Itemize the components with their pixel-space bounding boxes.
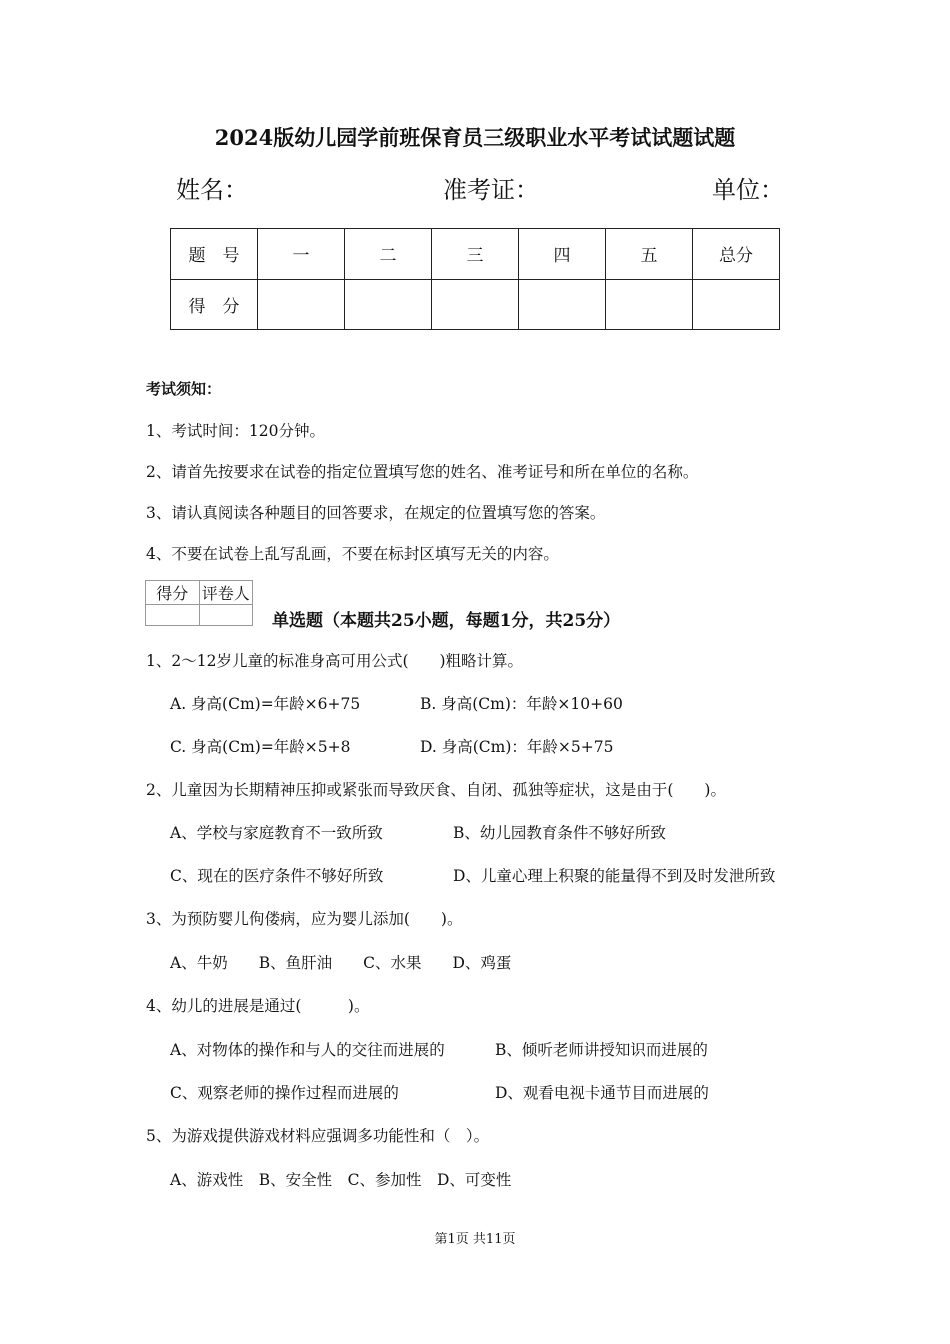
options-line: A、游戏性 B、安全性 C、参加性 D、可变性 (170, 1171, 512, 1189)
option-b: B、倾听老师讲授知识而进展的 (495, 1041, 708, 1059)
grader-box (145, 580, 253, 626)
grader-name-label: 评卷人 (199, 581, 253, 605)
score-entry-cell[interactable] (258, 279, 345, 330)
option-d: D、儿童心理上积聚的能量得不到及时发泄所致 (453, 867, 776, 885)
score-header-cell: 题 号 (171, 229, 258, 280)
question-text: 2、儿童因为长期精神压抑或紧张而导致厌食、自闭、孤独等症状，这是由于( )。 (146, 781, 726, 799)
exam-id-field-label: 准考证： (443, 176, 539, 204)
score-header-cell: 总分 (693, 229, 780, 280)
question-text: 1、2～12岁儿童的标准身高可用公式( )粗略计算。 (146, 652, 524, 670)
unit-field-label: 单位： (712, 176, 784, 204)
option-d: D. 身高(Cm)：年龄×5+75 (420, 738, 614, 756)
option-a: A、学校与家庭教育不一致所致 (170, 824, 383, 842)
section-title: 单选题（本题共25小题，每题1分，共25分） (272, 611, 621, 631)
option-a: A、对物体的操作和与人的交往而进展的 (170, 1041, 445, 1059)
notes-item: 4、不要在试卷上乱写乱画，不要在标封区填写无关的内容。 (146, 545, 559, 563)
score-header-cell: 一 (258, 229, 345, 280)
option-c: C、观察老师的操作过程而进展的 (170, 1084, 399, 1102)
notes-item: 1、考试时间：120分钟。 (146, 422, 325, 440)
score-header-cell: 三 (432, 229, 519, 280)
score-entry-cell[interactable] (519, 279, 606, 330)
option-c: C、现在的医疗条件不够好所致 (170, 867, 384, 885)
score-entry-cell[interactable] (693, 279, 780, 330)
option-b: B. 身高(Cm)：年龄×10+60 (420, 695, 623, 713)
score-entry-cell[interactable] (345, 279, 432, 330)
score-entry-cell[interactable] (606, 279, 693, 330)
options-line: A、牛奶 B、鱼肝油 C、水果 D、鸡蛋 (170, 954, 512, 972)
question-text: 4、幼儿的进展是通过( )。 (146, 997, 370, 1015)
notes-item: 3、请认真阅读各种题目的回答要求，在规定的位置填写您的答案。 (146, 504, 606, 522)
grader-score-label: 得分 (146, 581, 200, 605)
notes-item: 2、请首先按要求在试卷的指定位置填写您的姓名、准考证号和所在单位的名称。 (146, 463, 699, 481)
page-title: 2024版幼儿园学前班保育员三级职业水平考试试题试题 (214, 125, 736, 150)
notes-heading: 考试须知： (146, 380, 222, 398)
score-table (170, 228, 780, 330)
score-table-score-row (171, 279, 780, 330)
grader-name-cell[interactable] (199, 605, 253, 626)
score-header-cell: 二 (345, 229, 432, 280)
score-header-cell: 五 (606, 229, 693, 280)
score-header-cell: 四 (519, 229, 606, 280)
grader-score-cell[interactable] (146, 605, 200, 626)
option-b: B、幼儿园教育条件不够好所致 (453, 824, 666, 842)
option-a: A. 身高(Cm)=年龄×6+75 (170, 695, 361, 713)
score-entry-cell[interactable] (432, 279, 519, 330)
score-table-header-row (171, 229, 780, 280)
question-text: 3、为预防婴儿佝偻病，应为婴儿添加( )。 (146, 910, 463, 928)
page-footer: 第1页 共11页 (434, 1232, 516, 1247)
option-c: C. 身高(Cm)=年龄×5+8 (170, 738, 351, 756)
score-row-label: 得 分 (171, 279, 258, 330)
question-text: 5、为游戏提供游戏材料应强调多功能性和（ ）。 (146, 1127, 490, 1145)
option-d: D、观看电视卡通节目而进展的 (495, 1084, 709, 1102)
name-field-label: 姓名： (176, 176, 248, 204)
